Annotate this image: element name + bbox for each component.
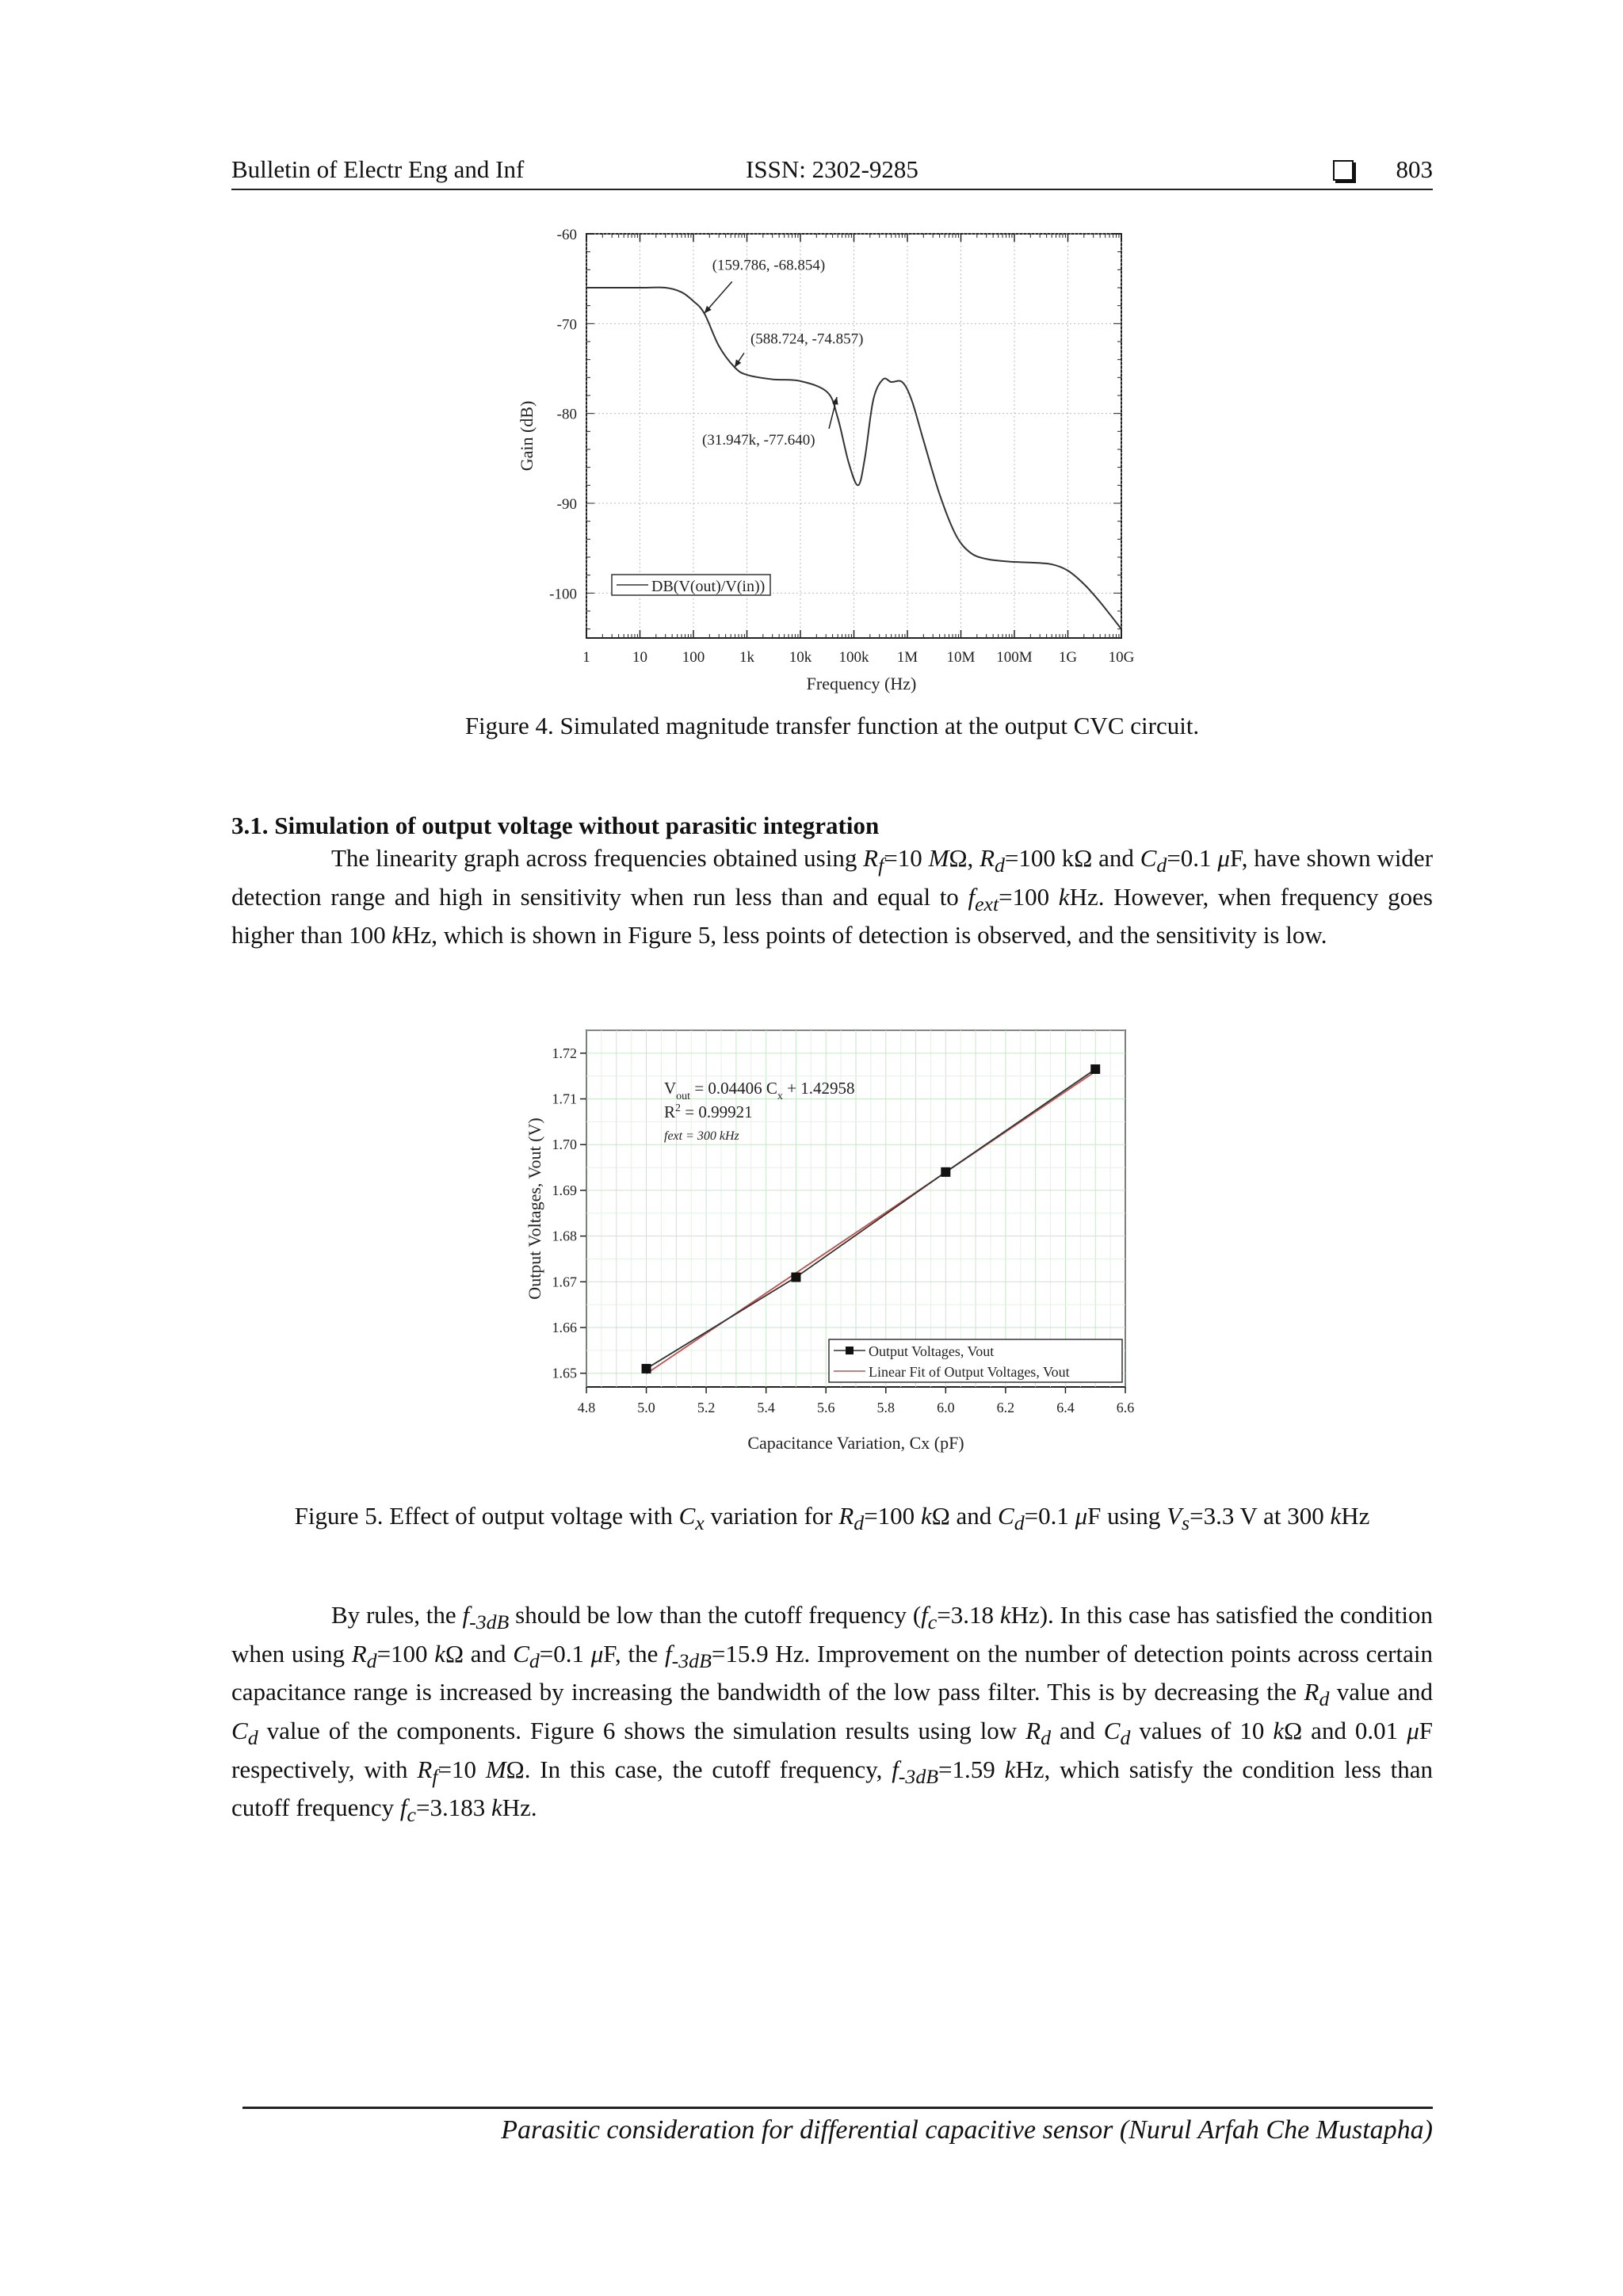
section-title: 3.1. Simulation of output voltage without parasitic integration — [231, 812, 880, 839]
running-header — [231, 152, 1433, 190]
y-tick-label: -100 — [549, 586, 577, 603]
x-tick-label: 10M — [946, 649, 976, 666]
y-tick-label: 1.66 — [552, 1320, 577, 1335]
x-tick-label: 1G — [1058, 649, 1078, 666]
data-point — [642, 1364, 651, 1373]
x-tick-label: 100M — [996, 649, 1033, 666]
figure-5-caption: Figure 5. Effect of output voltage with $C_x$ variation for $R_d=100$ kΩ and $C_d=0.1$ μF using $V_s=3.3$ V at 300 kHz — [294, 1502, 1370, 1535]
annotation-label: (588.724, -74.857) — [750, 330, 864, 348]
x-tick-label: 5.2 — [697, 1400, 716, 1415]
y-tick-label: 1.71 — [552, 1091, 577, 1107]
x-tick-label: 100 — [682, 649, 705, 666]
y-tick-label: 1.65 — [552, 1365, 577, 1381]
annotation-label: (159.786, -68.854) — [712, 257, 826, 274]
x-tick-label: 10 — [632, 649, 647, 666]
x-tick-label: 4.8 — [577, 1400, 596, 1415]
x-tick-label: 6.2 — [996, 1400, 1015, 1415]
y-tick-label: -70 — [556, 316, 577, 334]
x-tick-label: 6.6 — [1116, 1400, 1135, 1415]
x-tick-label: 5.8 — [876, 1400, 896, 1415]
journal-name: Bulletin of Electr Eng and Inf — [231, 155, 525, 183]
y-axis-label: Output Voltages, Vout (V) — [525, 1117, 544, 1300]
svg-text:R2 = 0.99921: $R^2 = 0.99921$ — [664, 1102, 753, 1121]
x-axis-label: Capacitance Variation, Cx (pF) — [747, 1433, 964, 1453]
frequency-note: fext = 300 kHz — [664, 1129, 739, 1143]
figure-4-caption: Figure 4. Simulated magnitude transfer function at the output CVC circuit. — [464, 712, 1200, 739]
annotation-label: (31.947k, -77.640) — [702, 431, 815, 449]
x-tick-label: 5.4 — [757, 1400, 775, 1415]
paragraph-2: By rules, the $f_{-3dB}$ should be low than the cutoff frequency ($f_c=3.18$ kHz). In this case has satisfied the condition when using $R_d=100$ kΩ and $C_d=0.1$ μF, the $f_{-3dB}=15.9$ Hz. Improvement on the number of detection points across certain capacitance range is increased by increasing the bandwidth of the low pass filter. This is by decreasing the $R_d$ value and $C_d$ value of the components. Figure 6 shows the simulation results using low $R_d$ and $C_d$ values of 10 kΩ and 0.01 μF respectively, with $R_f=10$ MΩ. In this case, the cutoff frequency, $f_{-3dB}=1.59$ kHz, which satisfy the condition less than cutoff frequency $f_c=3.183$ kHz. — [231, 1601, 1434, 1827]
x-tick-label: 1 — [582, 649, 590, 666]
figure-5-voltage-chart — [523, 1022, 1141, 1466]
legend — [612, 575, 770, 595]
y-tick-label: 1.72 — [552, 1045, 577, 1061]
svg-text:Vout = 0.04406 Cx + 1.42958: $V_{out} = 0.04406$ $C_x + 1.42958$ — [664, 1079, 855, 1102]
y-tick-label: -80 — [556, 406, 577, 423]
y-tick-label: -90 — [556, 496, 577, 513]
x-tick-label: 6.4 — [1056, 1400, 1075, 1415]
paragraph-1: The linearity graph across frequencies obtained using $R_f=10$ MΩ, $R_d=100$ kΩ and $C_d=0.1$ μF, have shown wider detection range and high in sensitivity when run less than and equal to $f_{ext}=100$ kHz. However, when frequency goes higher than 100 kHz, which is shown in Figure 5, less points of detection is observed, and the sensitivity is low. — [231, 844, 1434, 949]
y-axis-label: Gain (dB) — [517, 400, 537, 472]
data-point — [1090, 1064, 1100, 1074]
x-axis-label: Frequency (Hz) — [806, 674, 917, 693]
x-tick-label: 6.0 — [937, 1400, 955, 1415]
y-tick-label: 1.68 — [552, 1228, 577, 1244]
y-tick-label: 1.67 — [552, 1274, 577, 1290]
y-tick-label: 1.70 — [552, 1137, 577, 1153]
x-tick-label: 5.6 — [816, 1400, 835, 1415]
y-tick-label: 1.69 — [552, 1182, 577, 1198]
legend-label-points: Output Voltages, Vout — [869, 1343, 995, 1359]
figure-4-gain-chart — [515, 222, 1149, 697]
x-tick-label: 1k — [739, 649, 754, 666]
page-number: 803 — [1396, 155, 1433, 183]
y-tick-label: -60 — [556, 227, 577, 243]
data-point — [941, 1167, 950, 1177]
x-tick-label: 1M — [896, 649, 918, 666]
legend-label: DB(V(out)/V(in)) — [651, 578, 766, 595]
x-tick-label: 10k — [789, 649, 812, 666]
data-point — [791, 1273, 800, 1282]
x-tick-label: 5.0 — [637, 1400, 655, 1415]
legend — [829, 1339, 1122, 1382]
checkbox-square-icon — [1333, 160, 1354, 181]
issn: ISSN: 2302-9285 — [746, 155, 918, 183]
x-tick-label: 100k — [838, 649, 869, 666]
x-tick-label: 10G — [1108, 649, 1135, 666]
legend-label-fit: Linear Fit of Output Voltages, Vout — [869, 1364, 1070, 1380]
footer-title: Parasitic consideration for differential capacitive sensor (Nurul Arfah Che Mustapha) — [501, 2115, 1433, 2145]
running-footer — [242, 2107, 1433, 2145]
